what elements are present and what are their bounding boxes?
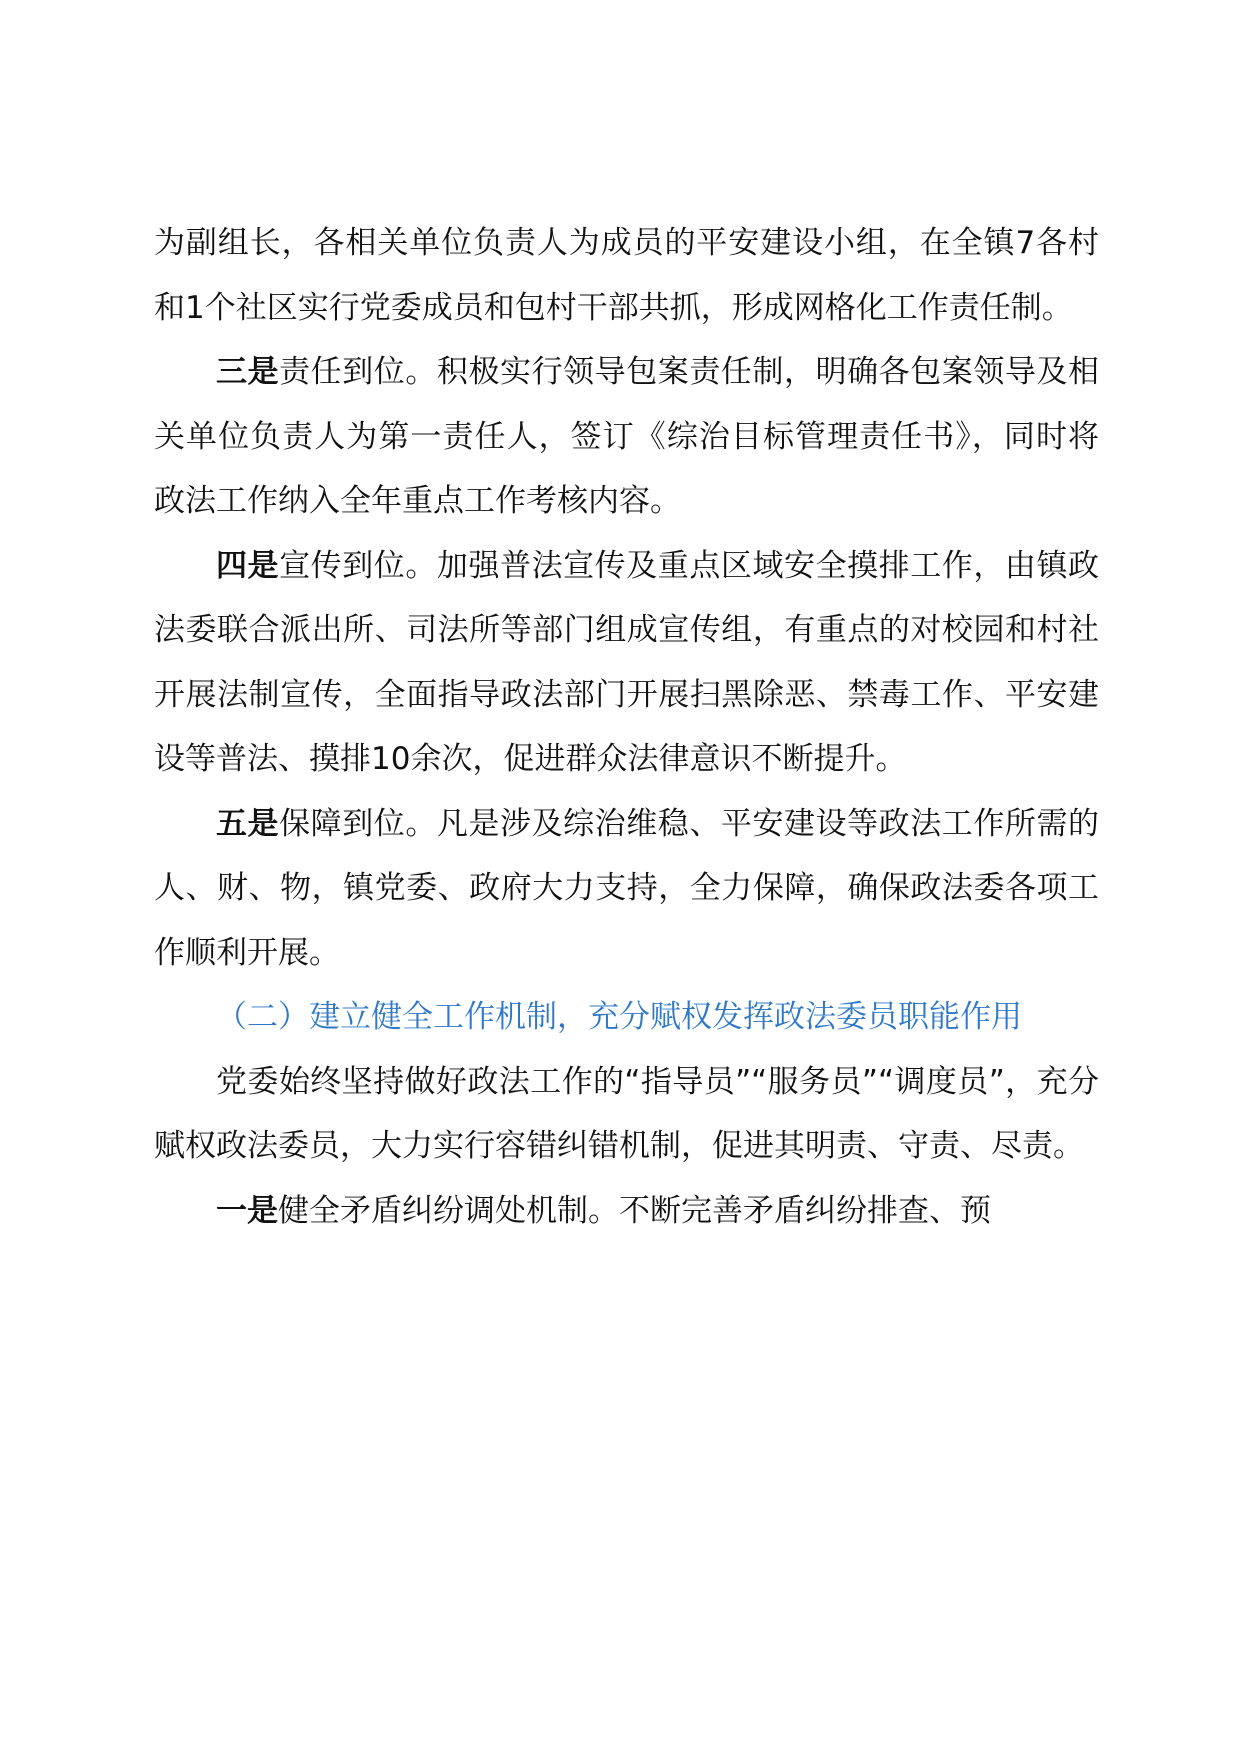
- section-heading: （二）建立健全工作机制，充分赋权发挥政法委员职能作用: [216, 999, 1022, 1035]
- paragraph-lead: 四是: [216, 547, 280, 584]
- paragraph-dispute-mechanism: [154, 1179, 1099, 1244]
- paragraph-continued: [154, 211, 1099, 340]
- paragraph-text: 为副组长，各相关单位负责人为成员的平安建设小组，在全镇7各村和1个社区实行党委成员和包村干部共抓，形成网格化工作责任制。: [154, 225, 1099, 326]
- paragraph-text: 责任到位。积极实行领导包案责任制，明确各包案领导及相关单位负责人为第一责任人，签订《综治目标管理责任书》，同时将政法工作纳入全年重点工作考核内容。: [154, 354, 1100, 519]
- paragraph-guarantee: [154, 792, 1099, 986]
- document-page: [154, 211, 1099, 1243]
- paragraph-lead: 一是: [216, 1192, 278, 1229]
- paragraph-text: 健全矛盾纠纷调处机制。不断完善矛盾纠纷排查、预: [278, 1192, 991, 1229]
- paragraph-text: 宣传到位。加强普法宣传及重点区域安全摸排工作，由镇政法委联合派出所、司法所等部门组成宣传组，有重点的对校园和村社开展法制宣传，全面指导政法部门开展扫黑除恶、禁毒工作、平安建设等普法、摸排10余次，促进群众法律意识不断提升。: [154, 547, 1100, 777]
- paragraph-lead: 三是: [216, 354, 280, 390]
- paragraph-intro: [154, 1050, 1099, 1179]
- paragraph-text: 保障到位。凡是涉及综治维稳、平安建设等政法工作所需的人、财、物，镇党委、政府大力支持，全力保障，确保政法委各项工作顺利开展。: [154, 805, 1100, 971]
- paragraph-responsibility: [154, 340, 1099, 534]
- paragraph-publicity: [154, 534, 1099, 792]
- paragraph-text: 党委始终坚持做好政法工作的“指导员”“服务员”“调度员”，充分赋权政法委员，大力实行容错纠错机制，促进其明责、守责、尽责。: [154, 1063, 1099, 1164]
- paragraph-lead: 五是: [216, 805, 280, 842]
